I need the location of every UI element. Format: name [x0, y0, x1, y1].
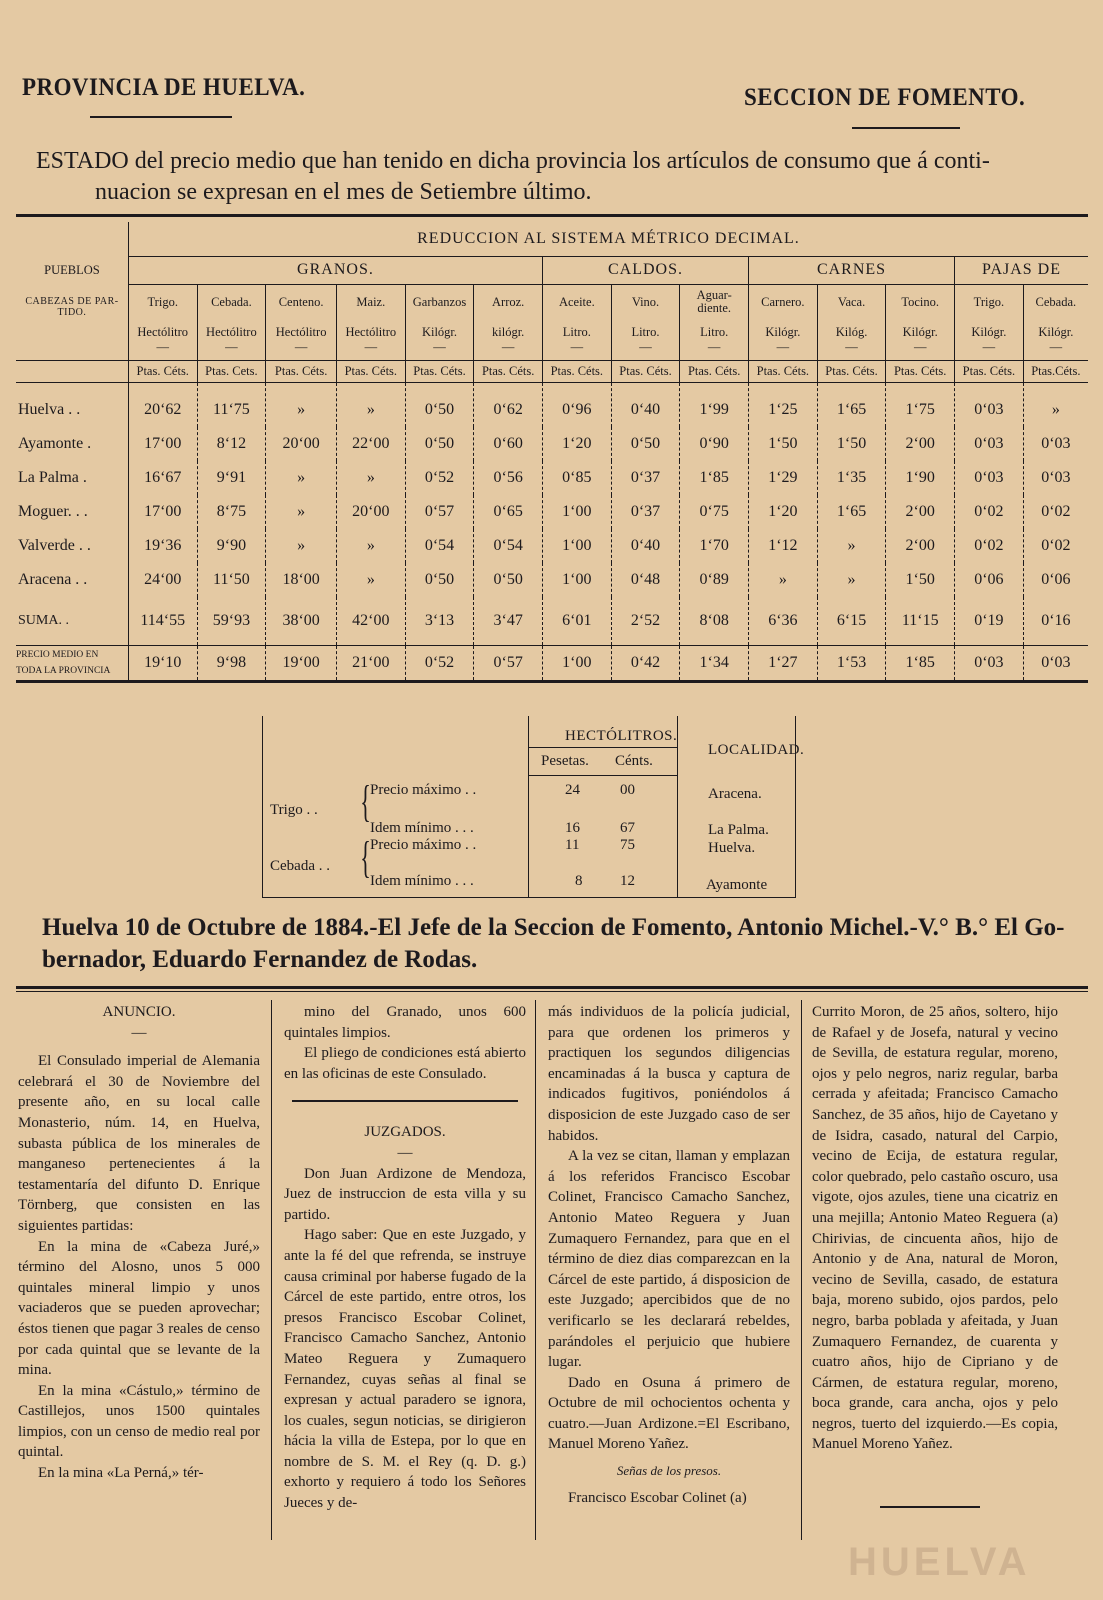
sub-row-2-pesetas: 11	[565, 837, 580, 853]
sub-row-0-label: Precio máximo . .	[370, 782, 477, 798]
table-cell: 38‘00	[266, 597, 337, 646]
anuncio-title: ANUNCIO.	[102, 1004, 176, 1020]
sub-left-border	[262, 716, 263, 898]
table-cell: 1‘35	[817, 461, 886, 495]
town-name: Valverde . .	[18, 536, 91, 554]
unit-10	[817, 320, 886, 360]
unit-dash: —	[913, 339, 927, 354]
sub-head-line	[528, 747, 677, 748]
unit-11-text: Kilógr.	[902, 324, 938, 339]
unit-dash: —	[156, 339, 169, 354]
table-cell: 0‘50	[474, 563, 543, 597]
table-cell: »	[266, 495, 337, 529]
col3-p1: más individuos de la policía judicial, para que ordenen los primeros y practiquen los segundos diligencias encaminadas á la busca y captura de indicados fugitivos, poniéndolos á disposicion de este Juzgado caso de ser habidos.	[548, 1004, 790, 1144]
pueblos-header	[16, 222, 128, 360]
table-cell: »	[749, 563, 818, 597]
article-8	[680, 284, 749, 320]
table-cell: 0‘03	[1023, 427, 1088, 461]
table-cell: 3‘13	[405, 597, 474, 646]
unit-0	[128, 320, 197, 360]
table-cell: 2‘00	[886, 427, 955, 461]
table-cell: 0‘03	[955, 427, 1024, 461]
table-cell: 0‘57	[405, 495, 474, 529]
table-cell: 1‘65	[817, 495, 886, 529]
table-cell: 1‘70	[680, 529, 749, 563]
cabezas-label: CABEZAS DE PAR-	[25, 296, 119, 308]
anuncio-p1: El Consulado imperial de Alemania celebrará el 30 de Noviembre del presente año, en su local calle Monasterio, núm. 14, en Huelva, subasta pública de los minerales de manganeso pertenecientes á la testamentaría del difunto D. Enrique Törnberg, que consisten en las siguientes partidas:	[18, 1053, 260, 1234]
anuncio-p4: En la mina «La Perná,» tér-	[38, 1465, 204, 1482]
unit-1	[197, 320, 266, 360]
unit-4-text: Kilógr.	[421, 324, 458, 339]
table-cell: 1‘00	[543, 563, 612, 597]
money-11: Ptas. Céts.	[886, 360, 955, 382]
table-cell: 11‘75	[197, 382, 266, 427]
table-cell: 1‘00	[543, 645, 612, 681]
bottom-rule	[16, 986, 1088, 989]
table-cell: 0‘50	[405, 382, 474, 427]
table-row	[16, 529, 1088, 563]
table-cell: 1‘34	[680, 645, 749, 681]
hectolitros-label: HECTÓLITROS.	[565, 728, 678, 744]
article-6: Aceite.	[543, 284, 612, 320]
sub-row-1-label: Idem mínimo . . .	[370, 820, 474, 836]
table-cell: 0‘54	[474, 529, 543, 563]
table-cell: 0‘03	[955, 645, 1024, 681]
unit-dash: —	[294, 339, 308, 354]
pesetas-label: Pesetas.	[541, 753, 589, 769]
senas-label: Señas de los presos.	[616, 1463, 722, 1479]
table-cell: 0‘52	[405, 645, 474, 681]
unit-5-text: kilógr.	[492, 324, 525, 339]
unit-1-text: Hectólitro	[206, 324, 257, 339]
sub-head-line-2	[528, 775, 677, 776]
table-cell: 18‘00	[266, 563, 337, 597]
article-12: Trigo.	[955, 284, 1024, 320]
col2-p4: Hago saber: Que en este Juzgado, y ante la fé del que refrenda, se instruye causa criminal por haberse fugado de la Cárcel de este partido, entre otros, los presos Francisco Escobar Colinet, Francisco Camacho Sanchez, Antonio Mateo Reguera y Zumaquero Fernandez, cuyas señas al final se expresan y actual paradero se ignora, los cuales, segun noticias, se dirigieron hácia la villa de Estepa, por lo que en nombre de S. M. el Rey (q. D. g.) exhorto y requiero á todo los Señores Jueces y de-	[284, 1227, 526, 1512]
table-cell: 1‘50	[817, 427, 886, 461]
table-cell: 20‘62	[128, 382, 197, 427]
unit-7-text: Litro.	[631, 324, 660, 339]
table-cell: 1‘90	[886, 461, 955, 495]
signature-line-2: bernador, Eduardo Fernandez de Rodas.	[42, 946, 478, 973]
col4-p1: Currito Moron, de 25 años, soltero, hijo de Rafael y de Josefa, natural y vecino de Sevilla, de estatura regular, moreno, ojos y pelo negros, nariz regular, barba cerrada y afeitada; Francisco Camacho Sanchez, de 35 años, hijo de Cayetano y de Isidra, casado, natural del Carpio, vecino de Ecija, de estatura regular, color quebrado, pelo castaño oscuro, usa vigote, ojos azules, tiene una cicatriz en una mejilla; Antonio Mateo Reguera (a) Chirivias, de cincuenta años, hijo de Antonio y de Ana, natural de Moron, vecino de Sevilla, casado, de estatura baja, moreno subido, ojos pardos, pelo negro, barba poblada y afeitada, y Juan Zumaquero Fernandez, de cuarenta y cuatro años, hijo de Cipriano y de Cármen, de estatura regular, moreno, boca grande, cara ancha, ojos y pelo negros, tuerto del izquierdo.—Es copia, Manuel Moreno Yañez.	[812, 1004, 1058, 1453]
unit-dash: —	[982, 339, 996, 354]
table-cell: 59‘93	[197, 597, 266, 646]
table-cell: 21‘00	[336, 645, 405, 681]
ornament-left	[90, 116, 232, 118]
money-1: Ptas. Cets.	[197, 360, 266, 382]
table-cell: 1‘20	[543, 427, 612, 461]
table-cell: 0‘85	[543, 461, 612, 495]
money-4: Ptas. Céts.	[405, 360, 474, 382]
article-4: Garbanzos	[405, 284, 474, 320]
table-cell: 1‘75	[886, 382, 955, 427]
town-name: La Palma .	[18, 468, 87, 486]
table-cell: »	[266, 461, 337, 495]
table-cell: 6‘36	[749, 597, 818, 646]
sub-row-2-loc: Huelva.	[708, 840, 756, 856]
unit-dash: —	[707, 339, 721, 354]
money-2: Ptas. Céts.	[266, 360, 337, 382]
table-cell: 0‘03	[955, 461, 1024, 495]
table-cell: 0‘16	[1023, 597, 1088, 646]
article-11: Tocino.	[886, 284, 955, 320]
column-anuncio	[18, 1002, 260, 1484]
table-cell: 6‘01	[543, 597, 612, 646]
group-carnes: CARNES	[749, 256, 955, 284]
table-cell: 0‘19	[955, 597, 1024, 646]
table-cell: 0‘62	[474, 382, 543, 427]
suma-label: SUMA. .	[18, 612, 69, 628]
table-cell: 0‘02	[1023, 529, 1088, 563]
table-cell: 19‘36	[128, 529, 197, 563]
table-row	[16, 461, 1088, 495]
col2-p1: mino del Granado, unos 600 quintales limpios.	[284, 1004, 526, 1041]
article-8-line1: Aguar-	[696, 288, 732, 303]
unit-dash: —	[570, 339, 584, 354]
data-rows	[16, 382, 1088, 681]
article-1: Cebada.	[197, 284, 266, 320]
table-cell: »	[817, 529, 886, 563]
money-0: Ptas. Céts.	[128, 360, 197, 382]
money-3: Ptas. Céts.	[336, 360, 405, 382]
money-9: Ptas. Céts.	[749, 360, 818, 382]
sub-row-2-cents: 75	[620, 837, 635, 853]
sub-row-3-label: Idem mínimo . . .	[370, 873, 474, 889]
town-name: Huelva . .	[18, 400, 81, 418]
medio-label-2: TODA LA PROVINCIA	[16, 665, 111, 676]
table-cell: 0‘54	[405, 529, 474, 563]
col3-p3: Dado en Osuna á primero de Octubre de mil ochocientos ochenta y cuatro.—Juan Ardizone.=El Escribano, Manuel Moreno Yañez.	[548, 1374, 790, 1453]
table-cell: 0‘60	[474, 427, 543, 461]
medio-label	[16, 645, 128, 681]
brace-trigo: {	[360, 777, 371, 826]
sub-row-3-cents: 12	[620, 873, 635, 889]
sub-trigo-label: Trigo . .	[270, 802, 318, 818]
table-cell: 0‘48	[611, 563, 680, 597]
sub-row-3-pesetas: 8	[575, 873, 583, 889]
sub-cebada-label: Cebada . .	[270, 858, 330, 874]
table-cell: 0‘06	[955, 563, 1024, 597]
table-cell: 0‘50	[405, 427, 474, 461]
table-cell: 0‘40	[611, 382, 680, 427]
group-granos: GRANOS.	[128, 256, 542, 284]
table-row	[16, 427, 1088, 461]
section-heading: SECCION DE FOMENTO.	[744, 84, 1026, 111]
unit-dash: —	[776, 339, 790, 354]
town-name: Moguer. . .	[18, 502, 88, 520]
unit-6	[543, 320, 612, 360]
sub-col-line	[528, 716, 529, 898]
sub-row-0-cents: 00	[620, 782, 635, 798]
group-pajas: PAJAS DE	[955, 256, 1088, 284]
anuncio-p3: En la mina «Cástulo,» término de Castillejos, unos 1500 quintales limpios, con un censo de medio real por quintal.	[18, 1382, 260, 1461]
unit-2	[266, 320, 337, 360]
sub-row-1-pesetas: 16	[565, 820, 580, 836]
price-table	[16, 222, 1088, 683]
bottom-rule-thin	[16, 991, 1088, 992]
unit-dash: —	[639, 339, 652, 354]
table-cell: 11‘50	[197, 563, 266, 597]
table-cell: »	[817, 563, 886, 597]
table-cell: 0‘75	[680, 495, 749, 529]
sub-row-3-loc: Ayamonte	[706, 877, 768, 893]
estado-line-1: ESTADO del precio medio que han tenido en dicha provincia los artículos de consumo que á conti-	[36, 148, 990, 174]
table-cell: 2‘00	[886, 529, 955, 563]
col2-p2: El pliego de condiciones está abierto en las oficinas de este Consulado.	[284, 1045, 526, 1082]
table-cell: »	[336, 461, 405, 495]
unit-dash: —	[845, 339, 858, 354]
table-cell: »	[336, 382, 405, 427]
money-10: Ptas. Céts.	[817, 360, 886, 382]
table-cell: 0‘57	[474, 645, 543, 681]
table-cell: 0‘52	[405, 461, 474, 495]
table-cell: 1‘50	[886, 563, 955, 597]
table-cell: 0‘02	[955, 495, 1024, 529]
money-8: Ptas. Céts.	[680, 360, 749, 382]
pueblos-label: PUEBLOS	[44, 263, 100, 278]
unit-11	[886, 320, 955, 360]
sub-row-0-loc: Aracena.	[708, 786, 762, 802]
unit-dash: —	[364, 339, 378, 354]
anuncio-dash: —	[131, 1024, 147, 1041]
sub-row-1-cents: 67	[620, 820, 635, 836]
column-separator-3	[801, 1000, 802, 1540]
suma-row	[16, 597, 1088, 646]
article-13: Cebada.	[1023, 284, 1088, 320]
table-cell: 1‘20	[749, 495, 818, 529]
unit-6-text: Litro.	[562, 324, 591, 339]
table-cell: 8‘75	[197, 495, 266, 529]
reduccion-header: REDUCCION AL SISTEMA MÉTRICO DECIMAL.	[128, 222, 1088, 256]
table-cell: »	[1023, 382, 1088, 427]
article-7: Vino.	[611, 284, 680, 320]
table-cell: 8‘12	[197, 427, 266, 461]
unit-10-text: Kilóg.	[835, 324, 868, 339]
unit-0-text: Hectólitro	[137, 324, 189, 339]
unit-5	[474, 320, 543, 360]
unit-9-text: Kilógr.	[765, 324, 801, 339]
column-separator-2	[535, 1000, 536, 1540]
table-cell: 19‘10	[128, 645, 197, 681]
table-cell: 1‘00	[543, 495, 612, 529]
table-cell: 42‘00	[336, 597, 405, 646]
table-cell: 0‘96	[543, 382, 612, 427]
town-name: Ayamonte .	[18, 434, 92, 452]
table-cell: 17‘00	[128, 427, 197, 461]
table-cell: 9‘98	[197, 645, 266, 681]
province-heading: PROVINCIA DE HUELVA.	[22, 74, 306, 101]
end-ornament	[880, 1506, 980, 1508]
article-2: Centeno.	[266, 284, 337, 320]
table-cell: 114‘55	[128, 597, 197, 646]
table-cell: 0‘89	[680, 563, 749, 597]
column-juzgados	[284, 1002, 526, 1514]
unit-3	[336, 320, 405, 360]
medio-row	[16, 645, 1088, 681]
table-cell: 1‘29	[749, 461, 818, 495]
table-cell: 9‘90	[197, 529, 266, 563]
juzgados-title: JUZGADOS.	[364, 1124, 446, 1141]
column-senas	[812, 1002, 1058, 1455]
table-cell: 1‘27	[749, 645, 818, 681]
column-separator-1	[271, 1000, 272, 1540]
archive-watermark: HUELVA	[848, 1540, 1031, 1584]
juzgados-dash: —	[397, 1144, 413, 1161]
table-cell: 0‘03	[955, 382, 1024, 427]
money-spacer	[16, 360, 128, 382]
unit-9	[749, 320, 818, 360]
unit-4	[405, 320, 474, 360]
col2-p3: Don Juan Ardizone de Mendoza, Juez de instruccion de esta villa y su partido.	[284, 1165, 526, 1223]
table-cell: 0‘02	[955, 529, 1024, 563]
table-cell: »	[266, 382, 337, 427]
money-6: Ptas. Céts.	[543, 360, 612, 382]
article-3: Maiz.	[336, 284, 405, 320]
unit-dash: —	[501, 339, 515, 354]
article-8-line2: diente.	[697, 301, 732, 316]
table-cell: 1‘65	[817, 382, 886, 427]
table-cell: 16‘67	[128, 461, 197, 495]
unit-12-text: Kilógr.	[971, 324, 1007, 339]
table-cell: 0‘40	[611, 529, 680, 563]
unit-8	[680, 320, 749, 360]
table-cell: 19‘00	[266, 645, 337, 681]
column-juzgados-cont	[548, 1002, 790, 1508]
table-cell: 24‘00	[128, 563, 197, 597]
article-9: Carnero.	[749, 284, 818, 320]
table-cell: 0‘02	[1023, 495, 1088, 529]
col3-p4: Francisco Escobar Colinet (a)	[568, 1489, 747, 1506]
table-cell: 0‘37	[611, 461, 680, 495]
col2-rule	[292, 1100, 518, 1102]
article-0: Trigo.	[128, 284, 197, 320]
table-cell: 11‘15	[886, 597, 955, 646]
medio-label-1: PRECIO MEDIO EN	[16, 649, 99, 660]
sub-row-0-pesetas: 24	[565, 782, 580, 798]
table-row	[16, 563, 1088, 597]
table-cell: 0‘03	[1023, 645, 1088, 681]
cents-label: Cénts.	[615, 753, 653, 769]
table-row	[16, 495, 1088, 529]
table-cell: 1‘53	[817, 645, 886, 681]
table-cell: 20‘00	[336, 495, 405, 529]
localidad-label: LOCALIDAD.	[708, 742, 805, 758]
unit-dash: —	[433, 339, 446, 354]
ornament-right	[852, 127, 960, 129]
table-cell: 0‘56	[474, 461, 543, 495]
table-cell: 0‘42	[611, 645, 680, 681]
article-5: Arroz.	[474, 284, 543, 320]
table-cell: 1‘00	[543, 529, 612, 563]
table-cell: 1‘85	[680, 461, 749, 495]
unit-dash: —	[1049, 339, 1063, 354]
anuncio-p2: En la mina de «Cabeza Juré,» término del Alosno, unos 5 000 quintales mineral limpio y unos vaciaderos que se pueden aprovechar; éstos tienen que pagar 3 reales de censo por cada quintal que se levante de la mina.	[18, 1238, 260, 1379]
table-cell: 1‘25	[749, 382, 818, 427]
unit-3-text: Hectólitro	[345, 324, 397, 339]
article-10: Vaca.	[817, 284, 886, 320]
unit-13	[1023, 320, 1088, 360]
table-cell: 0‘50	[405, 563, 474, 597]
sub-row-1-loc: La Palma.	[708, 822, 769, 838]
money-5: Ptas. Céts.	[474, 360, 543, 382]
unit-7	[611, 320, 680, 360]
table-cell: »	[336, 563, 405, 597]
unit-13-text: Kilógr.	[1038, 324, 1074, 339]
estado-line-2: nuacion se expresan en el mes de Setiembre último.	[95, 179, 592, 205]
table-cell: 1‘50	[749, 427, 818, 461]
table-cell: 0‘03	[1023, 461, 1088, 495]
money-13: Ptas.Céts.	[1023, 360, 1088, 382]
table-cell: 2‘00	[886, 495, 955, 529]
col3-p2: A la vez se citan, llaman y emplazan á los referidos Francisco Escobar Colinet, Francisco Camacho Sanchez, Antonio Mateo Reguera y Juan Zumaquero Fernandez, para que en el término de diez dias comparezcan en la Cárcel de este partido, á disposicion de este Juzgado; apercibidos que de no verificarlo se les declarará rebeldes, parándoles el perjuicio que hubiere lugar.	[548, 1148, 790, 1371]
town-name: Aracena . .	[18, 570, 88, 588]
table-cell: 1‘12	[749, 529, 818, 563]
group-caldos: CALDOS.	[543, 256, 749, 284]
table-cell: 0‘50	[611, 427, 680, 461]
table-cell: 6‘15	[817, 597, 886, 646]
top-rule	[16, 214, 1088, 217]
table-cell: 20‘00	[266, 427, 337, 461]
table-cell: 1‘99	[680, 382, 749, 427]
unit-dash: —	[225, 339, 238, 354]
table-cell: »	[266, 529, 337, 563]
table-cell: 3‘47	[474, 597, 543, 646]
table-cell: 2‘52	[611, 597, 680, 646]
unit-2-text: Hectólitro	[275, 324, 327, 339]
table-cell: 8‘08	[680, 597, 749, 646]
sub-row-2-label: Precio máximo . .	[370, 837, 477, 853]
unit-8-text: Litro.	[700, 324, 729, 339]
unit-12	[955, 320, 1024, 360]
table-cell: 17‘00	[128, 495, 197, 529]
cabezas-label-2: TIDO.	[57, 307, 87, 319]
table-cell: 0‘37	[611, 495, 680, 529]
table-cell: 0‘90	[680, 427, 749, 461]
money-12: Ptas. Céts.	[955, 360, 1024, 382]
money-7: Ptas. Céts.	[611, 360, 680, 382]
table-cell: 22‘00	[336, 427, 405, 461]
signature-line-1: Huelva 10 de Octubre de 1884.-El Jefe de la Seccion de Fomento, Antonio Michel.-V.° B.° El Go-	[42, 914, 1065, 941]
table-cell: 1‘85	[886, 645, 955, 681]
table-cell: 9‘91	[197, 461, 266, 495]
table-cell: 0‘06	[1023, 563, 1088, 597]
table-row	[16, 382, 1088, 427]
brace-cebada: {	[360, 833, 371, 882]
table-cell: »	[336, 529, 405, 563]
table-cell: 0‘65	[474, 495, 543, 529]
